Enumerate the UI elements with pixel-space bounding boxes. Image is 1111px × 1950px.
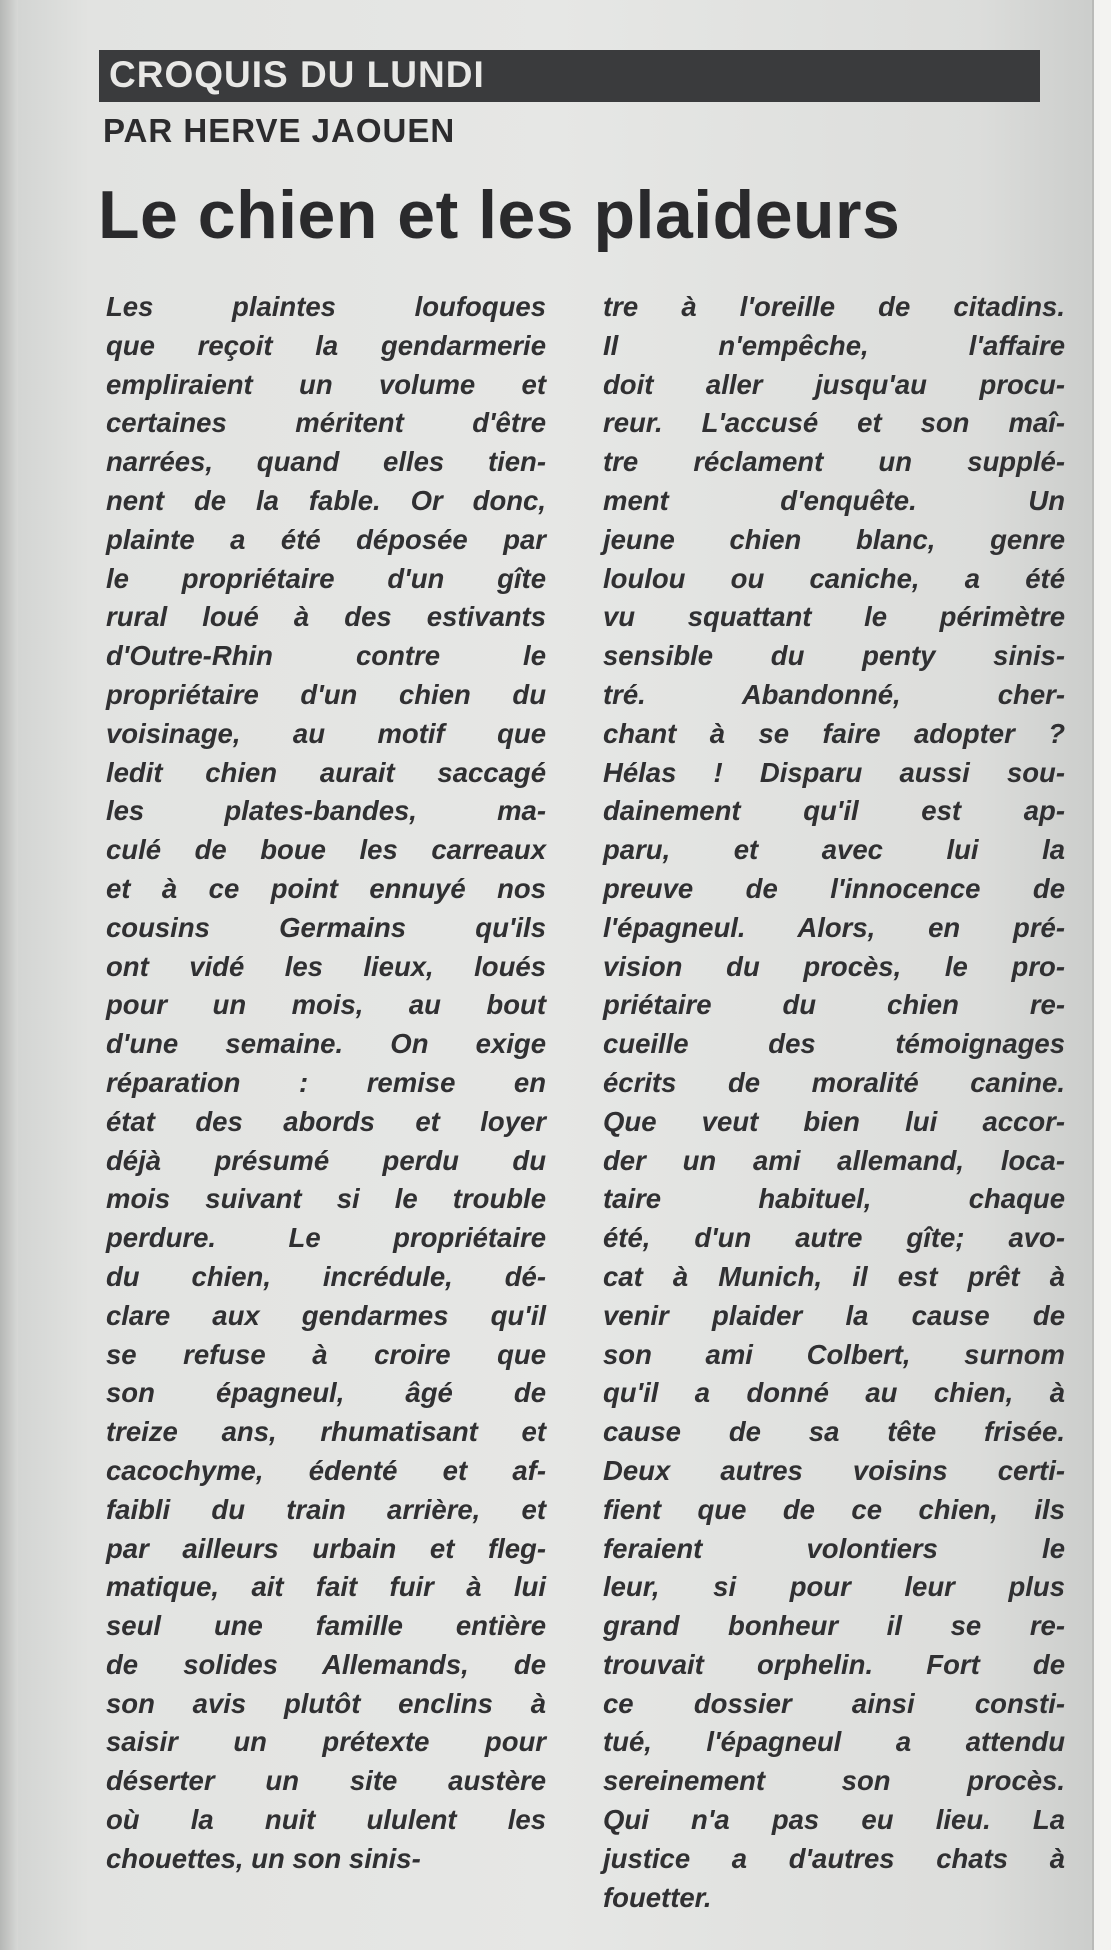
article-column-right (603, 288, 1065, 1917)
text-line: Qui n'a pas eu lieu. La (603, 1804, 1065, 1836)
text-line: Deux autres voisins certi- (603, 1454, 1065, 1486)
text-line: taire habituel, chaque (603, 1183, 1065, 1215)
text-line: d'Outre-Rhin contre le (106, 640, 546, 672)
text-line: jeune chien blanc, genre (603, 523, 1065, 555)
text-line: chant à se faire adopter ? (603, 717, 1065, 749)
text-line: déjà présumé perdu du (106, 1144, 546, 1176)
text-line: du chien, incrédule, dé- (106, 1260, 546, 1292)
text-line: doit aller jusqu'au procu- (603, 368, 1065, 400)
text-line: qu'il a donné au chien, à (603, 1377, 1065, 1409)
text-line: ledit chien aurait saccagé (106, 756, 546, 788)
text-line: leur, si pour leur plus (603, 1571, 1065, 1603)
text-line: grand bonheur il se re- (603, 1610, 1065, 1642)
text-line: son épagneul, âgé de (106, 1377, 546, 1409)
text-line: cueille des témoignages (603, 1028, 1065, 1060)
text-line: rural loué à des estivants (106, 601, 546, 633)
text-line: seul une famille entière (106, 1610, 546, 1642)
text-line: que reçoit la gendarmerie (106, 329, 546, 361)
author-byline: PAR HERVE JAOUEN (103, 112, 456, 149)
text-line: fouetter. (603, 1881, 712, 1913)
text-line: cacochyme, édenté et af- (106, 1454, 546, 1486)
text-line: plainte a été déposée par (106, 523, 546, 555)
text-line: clare aux gendarmes qu'il (106, 1299, 546, 1331)
article-headline: Le chien et les plaideurs (98, 177, 901, 253)
text-line: tué, l'épagneul a attendu (603, 1726, 1065, 1758)
text-line: faibli du train arrière, et (106, 1493, 546, 1525)
text-line: ont vidé les lieux, loués (106, 950, 546, 982)
text-line: de solides Allemands, de (106, 1648, 546, 1680)
text-line: ment d'enquête. Un (603, 484, 1065, 516)
text-line: Que veut bien lui accor- (603, 1105, 1065, 1137)
rubric-banner (99, 50, 1040, 102)
text-line: l'épagneul. Alors, en pré- (603, 911, 1065, 943)
text-line: fient que de ce chien, ils (603, 1493, 1065, 1525)
text-line: cousins Germains qu'ils (106, 911, 546, 943)
text-line: cat à Munich, il est prêt à (603, 1260, 1065, 1292)
text-line: perdure. Le propriétaire (106, 1222, 546, 1254)
page-fold-shadow (0, 0, 18, 1950)
text-line: Il n'empêche, l'affaire (603, 329, 1065, 361)
text-line: mois suivant si le trouble (106, 1183, 546, 1215)
text-line: certaines méritent d'être (106, 407, 546, 439)
text-line: les plates-bandes, ma- (106, 795, 546, 827)
text-line: propriétaire d'un chien du (106, 678, 546, 710)
page-edge (1092, 0, 1111, 1950)
text-line: preuve de l'innocence de (603, 872, 1065, 904)
text-line: cause de sa tête frisée. (603, 1416, 1065, 1448)
text-line: Hélas ! Disparu aussi sou- (603, 756, 1065, 788)
text-line: se refuse à croire que (106, 1338, 546, 1370)
text-line: son avis plutôt enclins à (106, 1687, 546, 1719)
text-line: et à ce point ennuyé nos (106, 872, 546, 904)
text-line: nent de la fable. Or donc, (106, 484, 546, 516)
text-line: paru, et avec lui la (603, 834, 1065, 866)
text-line: feraient volontiers le (603, 1532, 1065, 1564)
text-line: par ailleurs urbain et fleg- (106, 1532, 546, 1564)
text-line: été, d'un autre gîte; avo- (603, 1222, 1065, 1254)
text-line: vision du procès, le pro- (603, 950, 1065, 982)
text-line: pour un mois, au bout (106, 989, 546, 1021)
text-line: justice a d'autres chats à (603, 1842, 1065, 1874)
article-column-left (106, 288, 546, 1879)
text-line: trouvait orphelin. Fort de (603, 1648, 1065, 1680)
text-line: reur. L'accusé et son maî- (603, 407, 1065, 439)
text-line: tre à l'oreille de citadins. (603, 291, 1065, 322)
text-line: culé de boue les carreaux (106, 834, 546, 866)
text-line: voisinage, au motif que (106, 717, 546, 749)
text-line: d'une semaine. On exige (106, 1028, 546, 1060)
text-line: tre réclament un supplé- (603, 446, 1065, 478)
text-line: der un ami allemand, loca- (603, 1144, 1065, 1176)
text-line: matique, ait fait fuir à lui (106, 1571, 546, 1603)
text-line: venir plaider la cause de (603, 1299, 1065, 1331)
text-line: écrits de moralité canine. (603, 1066, 1065, 1098)
text-line: sereinement son procès. (603, 1765, 1065, 1797)
text-line: réparation : remise en (106, 1066, 546, 1098)
text-line: Les plaintes loufoques (106, 291, 546, 322)
text-line: priétaire du chien re- (603, 989, 1065, 1021)
text-line: chouettes, un son sinis- (106, 1842, 421, 1874)
text-line: état des abords et loyer (106, 1105, 546, 1137)
rubric-title: CROQUIS DU LUNDI (109, 54, 485, 95)
text-line: où la nuit ululent les (106, 1804, 546, 1836)
text-line: ce dossier ainsi consti- (603, 1687, 1065, 1719)
text-line: dainement qu'il est ap- (603, 795, 1065, 827)
text-line: treize ans, rhumatisant et (106, 1416, 546, 1448)
text-line: vu squattant le périmètre (603, 601, 1065, 633)
text-line: empliraient un volume et (106, 368, 546, 400)
text-line: sensible du penty sinis- (603, 640, 1065, 672)
text-line: loulou ou caniche, a été (603, 562, 1065, 594)
text-line: le propriétaire d'un gîte (106, 562, 546, 594)
text-line: déserter un site austère (106, 1765, 546, 1797)
text-line: saisir un prétexte pour (106, 1726, 546, 1758)
text-line: narrées, quand elles tien- (106, 446, 546, 478)
text-line: son ami Colbert, surnom (603, 1338, 1065, 1370)
text-line: tré. Abandonné, cher- (603, 678, 1065, 710)
